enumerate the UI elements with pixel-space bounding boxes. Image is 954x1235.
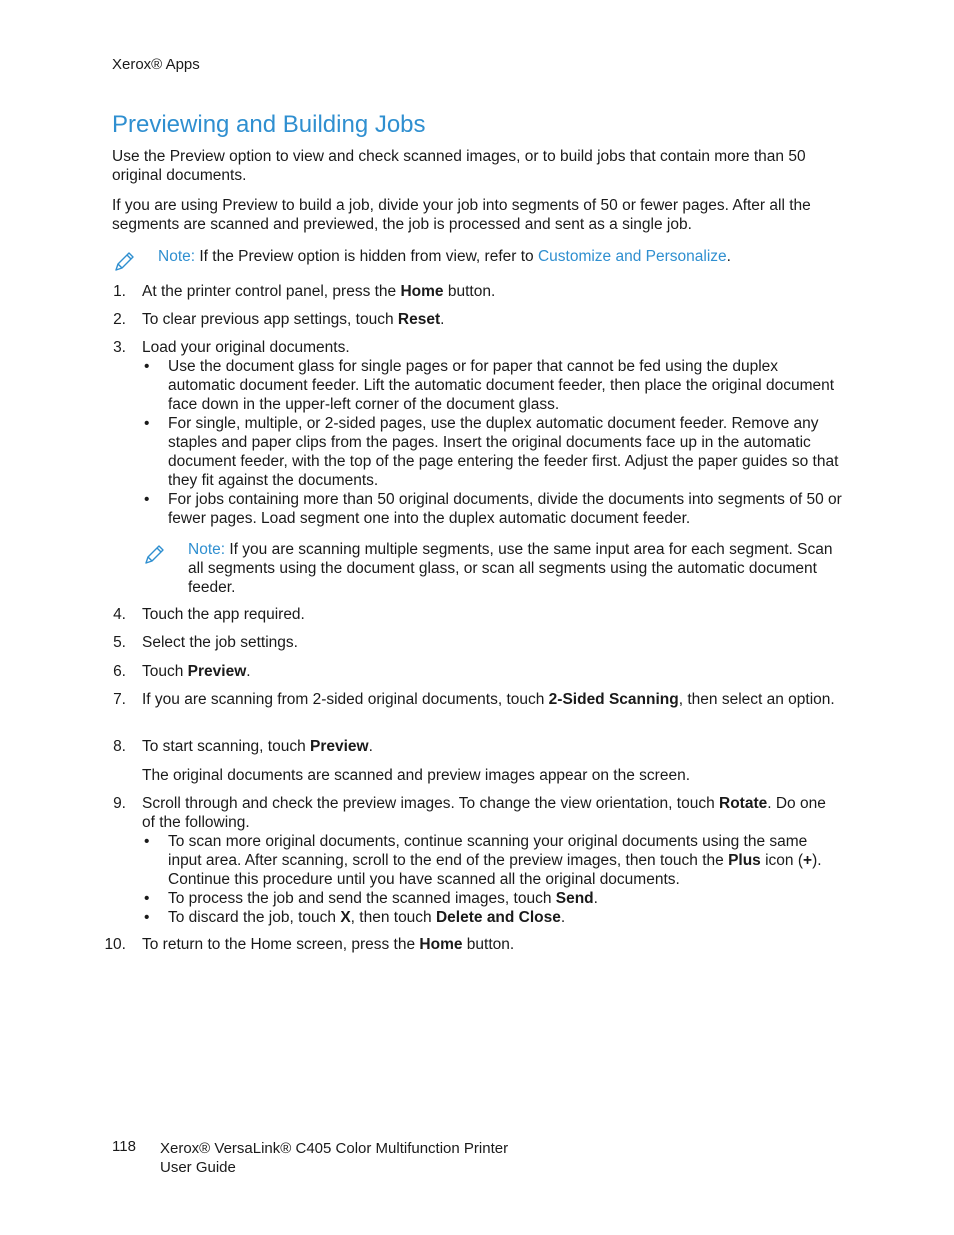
page-number: 118 bbox=[112, 1138, 136, 1155]
list-item: • For single, multiple, or 2-sided pages, use the duplex automatic document feeder. Remove any staples and paper clips from the pages. Insert the original documents face up in the automatic document feeder, with the top of the page entering the feeder first. Adjust the paper guides so that they fit against the documents. bbox=[142, 414, 842, 490]
list-item: • To scan more original documents, continue scanning your original documents using the same input area. After scanning, scroll to the end of the preview images, then touch the Plus icon (+). Continue this procedure until you have scanned all the original documents. bbox=[142, 832, 842, 889]
footer-guide: User Guide bbox=[160, 1159, 236, 1176]
step-text: Load your original documents. bbox=[142, 339, 350, 356]
page-header: Xerox® Apps bbox=[112, 56, 200, 73]
step-text: Select the job settings. bbox=[142, 634, 298, 651]
note-label: Note: bbox=[158, 248, 196, 265]
pencil-icon bbox=[112, 250, 136, 274]
page-title: Previewing and Building Jobs bbox=[112, 111, 426, 138]
list-item: • Use the document glass for single pages or for paper that cannot be fed using the duplex automatic document feeder. Lift the automatic document feeder, then place the original document face down in the upper-left corner of the document glass. bbox=[142, 357, 842, 414]
intro-paragraph-1: Use the Preview option to view and check scanned images, or to build jobs that contain more than 50 original documents. bbox=[112, 148, 806, 184]
step-text: Touch Preview. bbox=[142, 663, 251, 680]
list-item: • To discard the job, touch X, then touch Delete and Close. bbox=[142, 908, 842, 927]
pencil-icon bbox=[142, 543, 166, 567]
step-number: 3. bbox=[113, 339, 126, 356]
step-text: To return to the Home screen, press the Home button. bbox=[142, 936, 515, 953]
step-number: 1. bbox=[113, 283, 126, 300]
step-text: Touch the app required. bbox=[142, 606, 305, 623]
note-text: If you are scanning multiple segments, use the same input area for each segment. Scan all segments using the document glass, or scan all segments using the automatic document feeder. bbox=[188, 541, 833, 596]
footer-product: Xerox® VersaLink® C405 Color Multifunction Printer bbox=[160, 1140, 509, 1157]
list-item: • To process the job and send the scanned images, touch Send. bbox=[142, 889, 842, 908]
note-label: Note: bbox=[188, 541, 226, 558]
step-9-bullets bbox=[142, 832, 842, 927]
step-text: To start scanning, touch Preview. bbox=[142, 738, 373, 755]
note-preview-hidden bbox=[158, 247, 858, 266]
footer-title bbox=[160, 1139, 660, 1177]
step-number: 10. bbox=[104, 936, 126, 953]
note-end: . bbox=[726, 248, 731, 265]
step-number: 5. bbox=[113, 634, 126, 651]
step-number: 8. bbox=[113, 738, 126, 755]
step-text: To clear previous app settings, touch Reset. bbox=[142, 311, 445, 328]
step-number: 4. bbox=[113, 606, 126, 623]
list-item: • For jobs containing more than 50 original documents, divide the documents into segments of 50 or fewer pages. Load segment one into the duplex automatic document feeder. bbox=[142, 490, 842, 528]
step-8-result: The original documents are scanned and preview images appear on the screen. bbox=[142, 767, 690, 784]
step-text: At the printer control panel, press the Home button. bbox=[142, 283, 496, 300]
step-text: If you are scanning from 2-sided original documents, touch 2-Sided Scanning, then select an option. bbox=[142, 691, 835, 708]
note-multiple-segments bbox=[188, 540, 838, 597]
customize-personalize-link[interactable]: Customize and Personalize bbox=[537, 248, 727, 265]
step-number: 6. bbox=[113, 663, 126, 680]
step-number: 9. bbox=[113, 795, 126, 812]
intro-paragraph-2: If you are using Preview to build a job, divide your job into segments of 50 or fewer pages. After all the segments are scanned and previewed, the job is processed and sent as a single job. bbox=[112, 197, 811, 233]
step-number: 7. bbox=[113, 691, 126, 708]
note-text: If the Preview option is hidden from view, refer to bbox=[195, 248, 538, 265]
step-3-bullets bbox=[142, 357, 842, 528]
step-text: Scroll through and check the preview images. To change the view orientation, touch Rotate. Do one of the following. bbox=[142, 795, 826, 831]
step-number: 2. bbox=[113, 311, 126, 328]
